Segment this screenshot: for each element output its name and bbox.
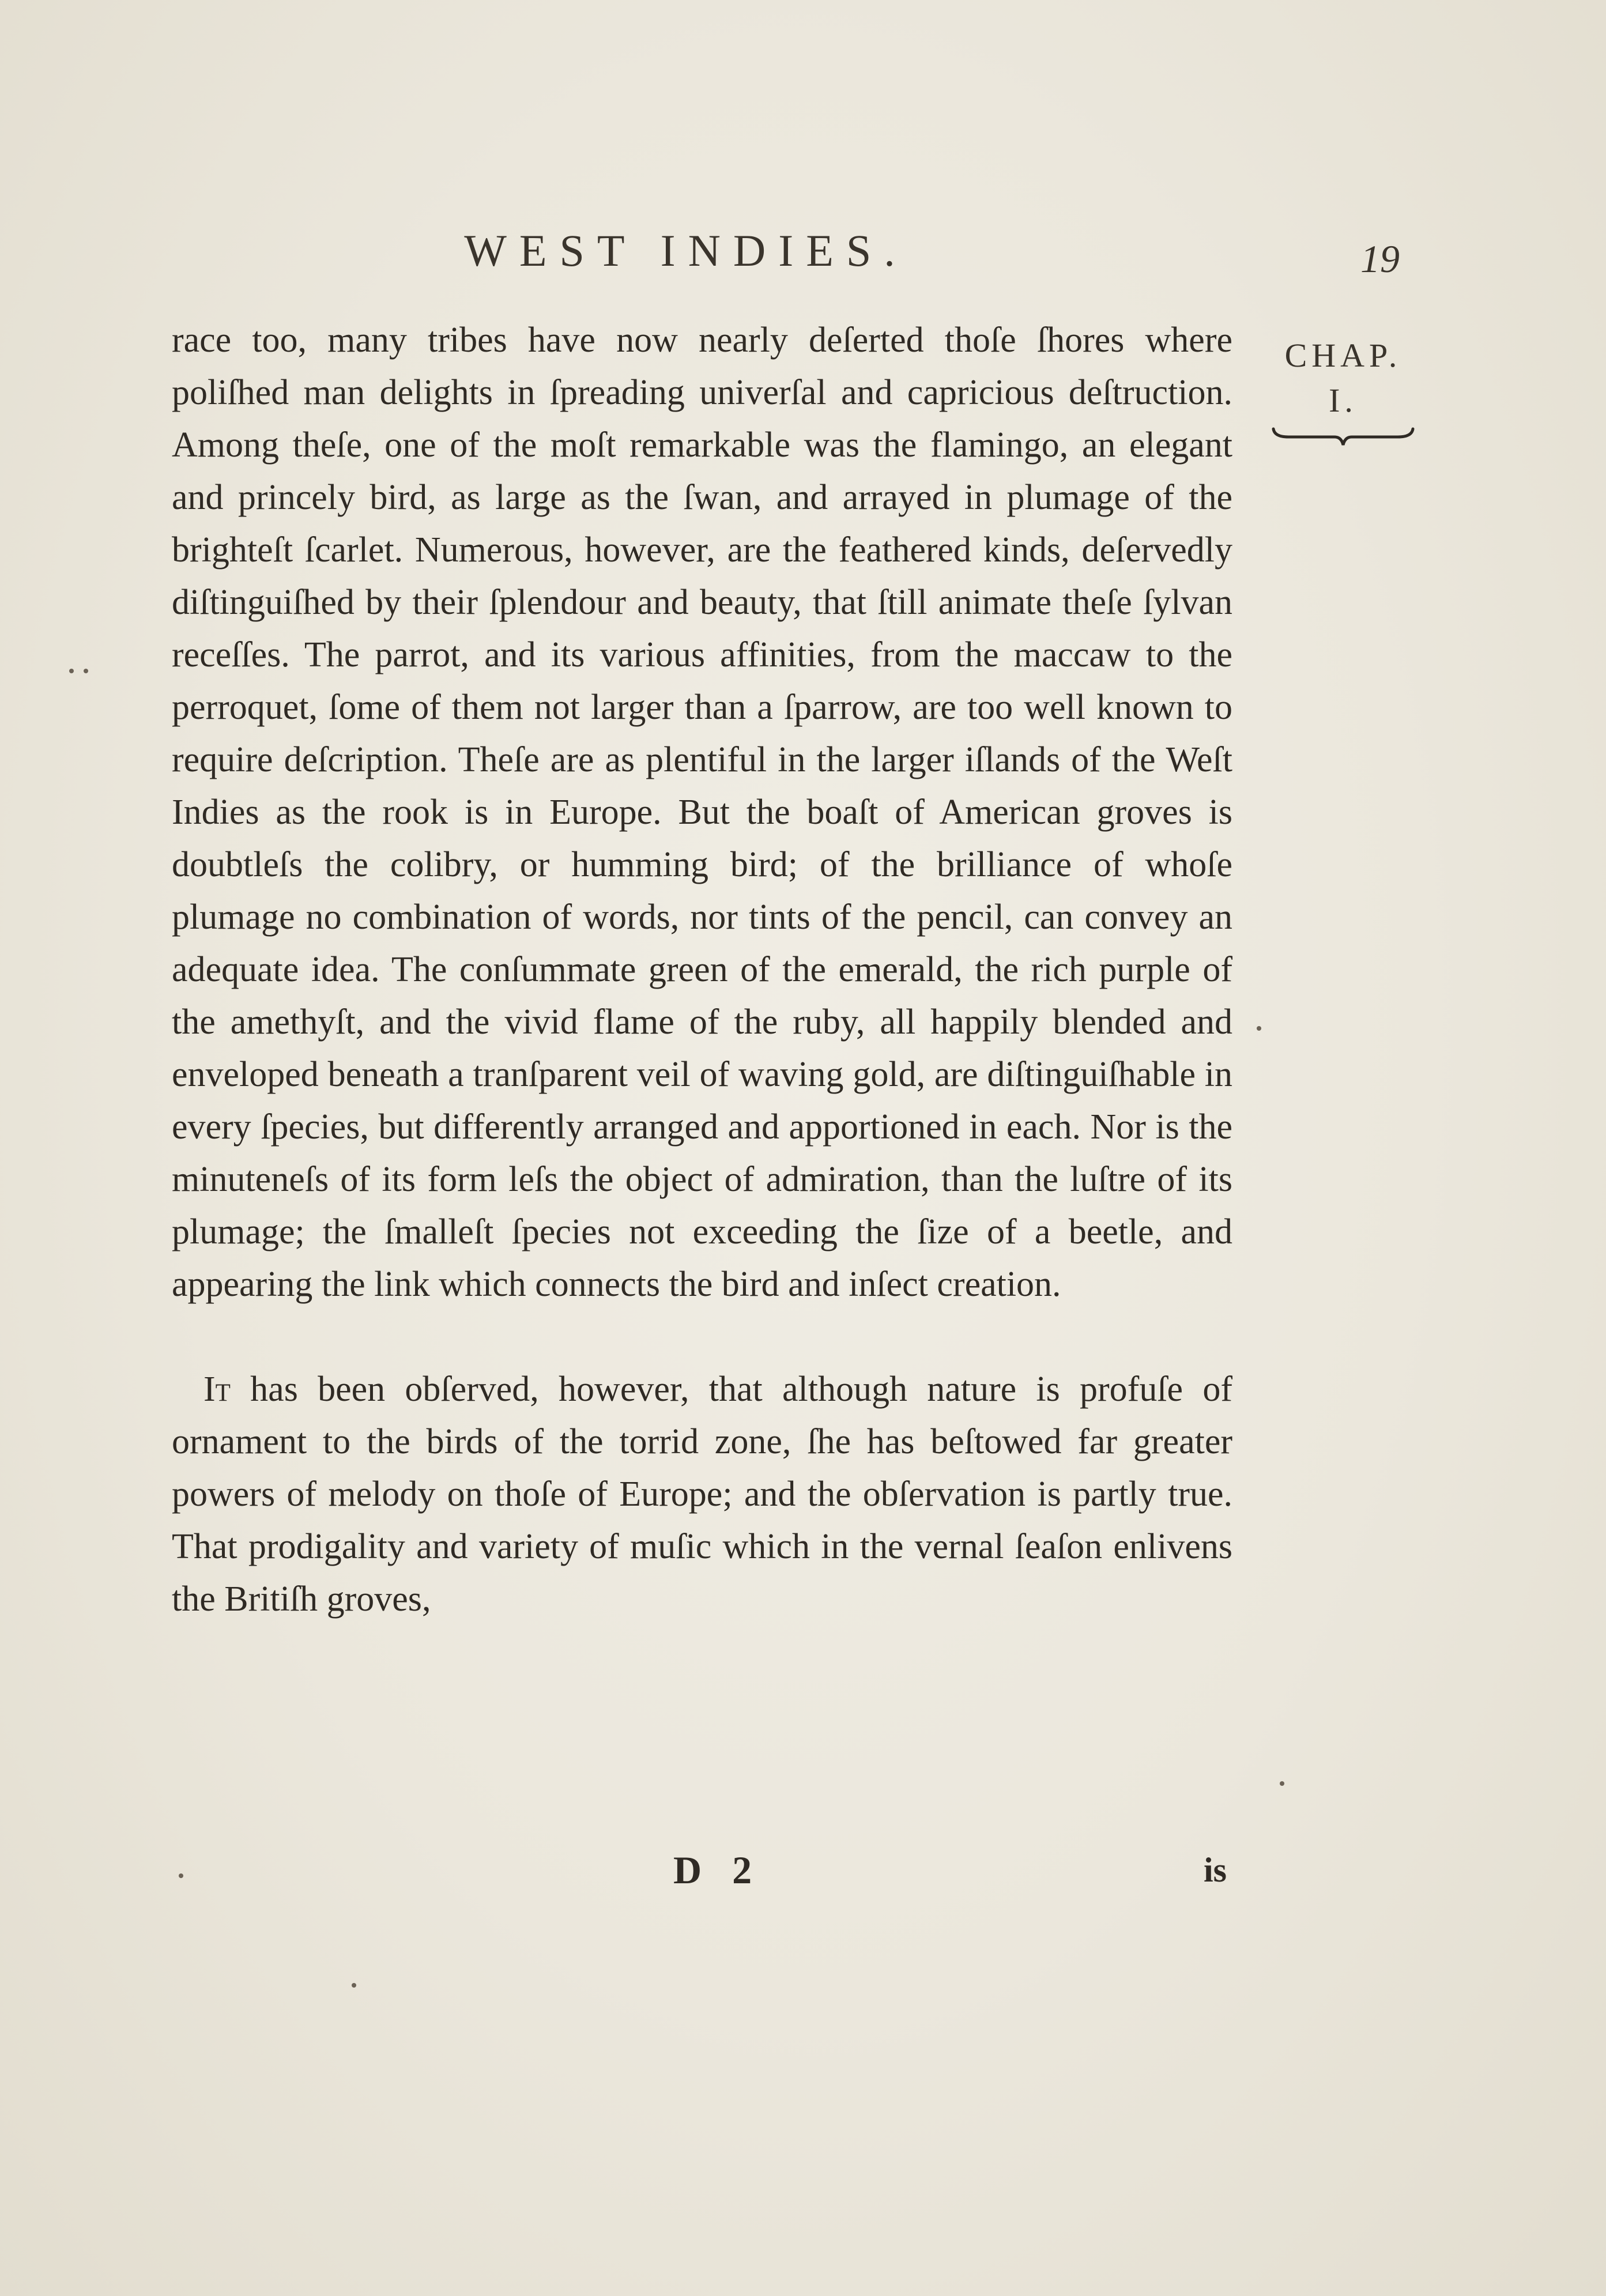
paragraph-2-text: has been obſerved, however, that although nature is profuſe of ornament to the birds of the torrid zone, ſhe has beſtowed far greater powers of melody on thoſe of Europe; and the obſervation is partly true. That prodigality and variety of muſic which in the vernal ſeaſon enlivens the Britiſh groves, xyxy=(172,1370,1232,1619)
chapter-number: I. xyxy=(1329,382,1358,419)
paper-speck xyxy=(1280,1781,1284,1786)
paper-speck xyxy=(84,669,88,673)
marginal-chapter-note xyxy=(1262,333,1424,450)
paragraph-2 xyxy=(172,1363,1232,1626)
paper-speck xyxy=(352,1983,356,1988)
signature-mark: D 2 xyxy=(673,1848,763,1892)
paper-speck xyxy=(179,1873,183,1878)
paragraph-2-lead: It xyxy=(203,1370,231,1409)
paper-speck xyxy=(69,669,74,673)
paper-speck xyxy=(1257,1026,1261,1031)
page-number: 19 xyxy=(1360,237,1400,281)
paragraph-1: race too, many tribes have now nearly deſerted thoſe ſhores where poliſhed man delights in ſpreading univerſal and capricious deſtruction. Among theſe, one of the moſt remarkable was the flamingo, an elegant and princely bird, as large as the ſwan, and arrayed in plumage of the brighteſt ſcarlet. Numerous, however, are the feathered kinds, deſervedly diſtinguiſhed by their ſplendour and beauty, that ſtill animate theſe ſylvan receſſes. The parrot, and its various affinities, from the maccaw to the perroquet, ſome of them not larger than a ſparrow, are too well known to require deſcription. Theſe are as plentiful in the larger iſlands of the Weſt Indies as the rook is in Europe. But the boaſt of American groves is doubtleſs the colibry, or humming bird; of the brilliance of whoſe plumage no combination of words, nor tints of the pencil, can convey an adequate idea. The conſummate green of the emerald, the rich purple of the amethyſt, and the vivid flame of the ruby, all happily blended and enveloped beneath a tranſparent veil of waving gold, are diſtinguiſhable in every ſpecies, but differently arranged and apportioned in each. Nor is the minuteneſs of its form leſs the object of admiration, than the luſtre of its plumage; the ſmalleſt ſpecies not exceeding the ſize of a beetle, and appearing the link which connects the bird and inſect creation. xyxy=(172,321,1232,1304)
curly-brace-ornament xyxy=(1271,427,1415,450)
chapter-label: CHAP. xyxy=(1284,337,1402,374)
running-head: WEST INDIES. xyxy=(464,225,908,276)
catchword: is xyxy=(1204,1851,1227,1889)
main-text xyxy=(172,314,1232,1626)
